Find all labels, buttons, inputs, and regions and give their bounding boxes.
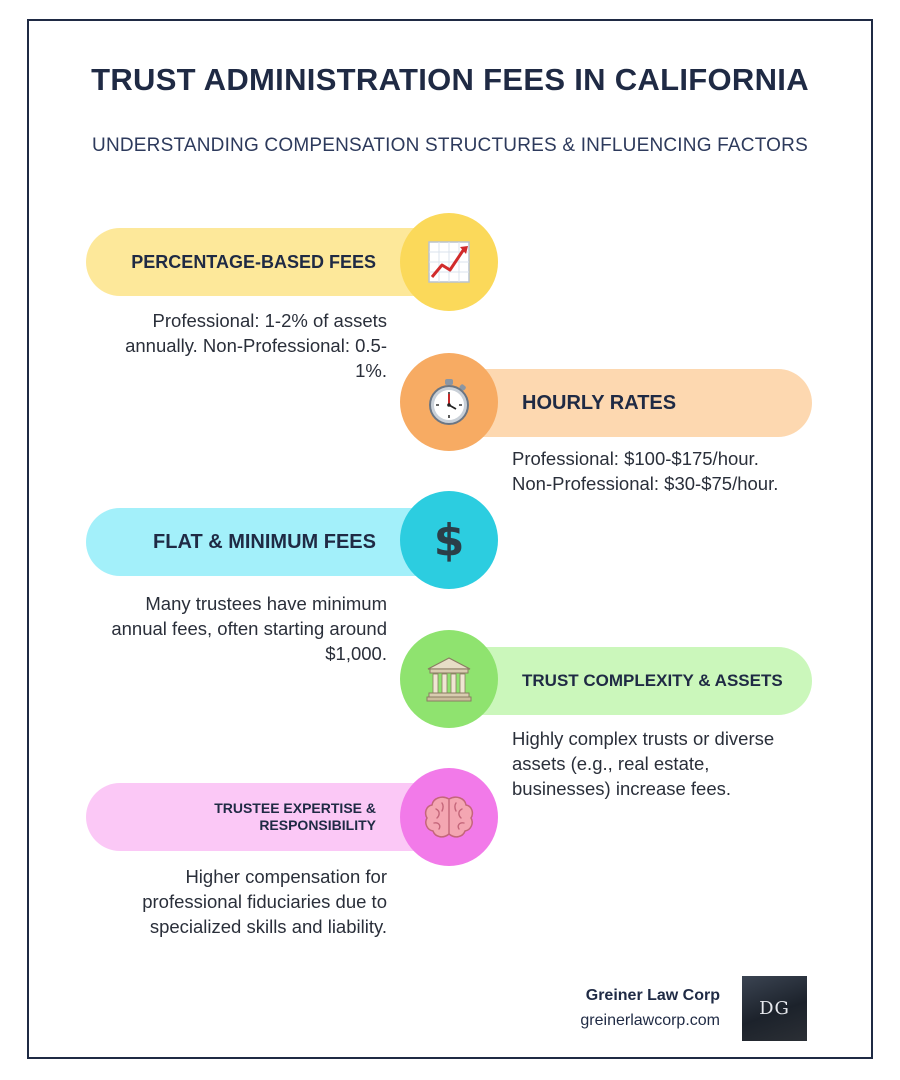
dollar-sign-icon: [427, 515, 471, 565]
page-subtitle: UNDERSTANDING COMPENSATION STRUCTURES & INFLUENCING FACTORS: [92, 135, 808, 156]
brain-icon: [422, 794, 476, 840]
chart-increasing-icon: [426, 239, 472, 285]
circle-percentage-based-fees: [400, 213, 498, 311]
item-description: Highly complex trusts or diverse assets (e.g., real estate, businesses) increase fees.: [512, 728, 775, 799]
circle-hourly-rates: [400, 353, 498, 451]
item-label: FLAT & MINIMUM FEES: [153, 530, 376, 553]
item-label: TRUST COMPLEXITY & ASSETS: [522, 671, 783, 690]
circle-trustee-expertise-responsibility: [400, 768, 498, 866]
page-title: TRUST ADMINISTRATION FEES IN CALIFORNIA: [91, 62, 809, 97]
circle-flat-minimum-fees: [400, 491, 498, 589]
company-logo: [742, 976, 807, 1041]
item-description: Higher compensation for professional fiduciaries due to specialized skills and liability.: [142, 866, 387, 937]
item-description: Professional: 1-2% of assets annually. Non-Professional: 0.5-1%.: [125, 310, 387, 381]
circle-trust-complexity-assets: [400, 630, 498, 728]
item-label: PERCENTAGE-BASED FEES: [131, 251, 376, 272]
item-description: Professional: $100-$175/hour. Non-Professional: $30-$75/hour.: [512, 448, 779, 494]
svg-text:$: $: [433, 515, 465, 565]
logo-monogram: DG: [759, 998, 790, 1019]
classical-building-icon: [424, 655, 474, 703]
item-label: HOURLY RATES: [522, 391, 677, 414]
company-name: Greiner Law Corp: [585, 987, 720, 1004]
item-label: TRUSTEE EXPERTISE & RESPONSIBILITY: [214, 800, 376, 833]
stopwatch-icon: [424, 377, 474, 427]
company-url[interactable]: greinerlawcorp.com: [580, 1012, 720, 1029]
item-description: Many trustees have minimum annual fees, often starting around $1,000.: [111, 593, 387, 664]
